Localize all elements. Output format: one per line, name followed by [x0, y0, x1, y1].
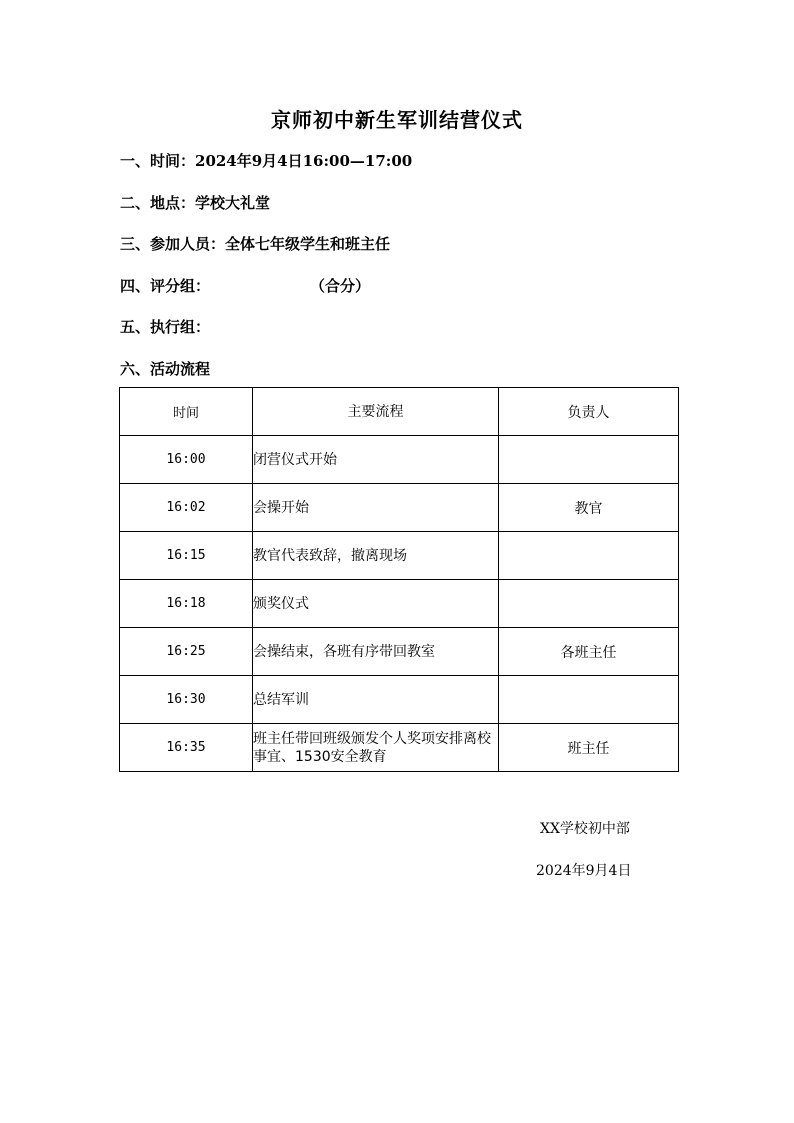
row-time: 16:02 [120, 484, 253, 532]
process-heading: 六、活动流程 [120, 360, 211, 378]
row-time: 16:15 [120, 532, 253, 580]
row-owner [499, 676, 679, 724]
row-time: 16:25 [120, 628, 253, 676]
scoring-line [120, 275, 370, 296]
table-header-row [120, 388, 679, 436]
table-row [120, 484, 679, 532]
table-row [120, 628, 679, 676]
place-line: 二、地点：学校大礼堂 [120, 194, 271, 212]
table-row [120, 532, 679, 580]
table-row [120, 580, 679, 628]
row-process: 总结军训 [253, 676, 499, 724]
document-title: 京师初中新生军训结营仪式 [271, 108, 523, 132]
scoring-note: （合分） [310, 277, 371, 295]
row-owner: 各班主任 [499, 628, 679, 676]
header-process: 主要流程 [253, 388, 499, 436]
row-owner [499, 436, 679, 484]
scoring-label: 四、评分组： [120, 277, 211, 295]
row-owner [499, 580, 679, 628]
table-row [120, 676, 679, 724]
row-time: 16:30 [120, 676, 253, 724]
executive-line: 五、执行组： [120, 318, 211, 336]
signature-date: 2024年9月4日 [536, 863, 632, 879]
row-owner: 班主任 [499, 724, 679, 772]
row-owner [499, 532, 679, 580]
row-process: 会操开始 [253, 484, 499, 532]
row-process: 会操结束，各班有序带回教室 [253, 628, 499, 676]
row-process: 闭营仪式开始 [253, 436, 499, 484]
header-time: 时间 [120, 388, 253, 436]
table-row [120, 724, 679, 772]
row-process: 班主任带回班级颁发个人奖项安排离校事宜、1530安全教育 [253, 724, 499, 772]
time-line: 一、时间：2024年9月4日16:00—17:00 [120, 152, 413, 170]
participants-line: 三、参加人员：全体七年级学生和班主任 [120, 235, 391, 253]
row-time: 16:00 [120, 436, 253, 484]
signature-org: XX学校初中部 [540, 821, 630, 837]
process-table [119, 387, 679, 772]
row-time: 16:18 [120, 580, 253, 628]
header-owner: 负责人 [499, 388, 679, 436]
row-owner: 教官 [499, 484, 679, 532]
table-row [120, 436, 679, 484]
row-process: 教官代表致辞，撤离现场 [253, 532, 499, 580]
row-process: 颁奖仪式 [253, 580, 499, 628]
row-time: 16:35 [120, 724, 253, 772]
